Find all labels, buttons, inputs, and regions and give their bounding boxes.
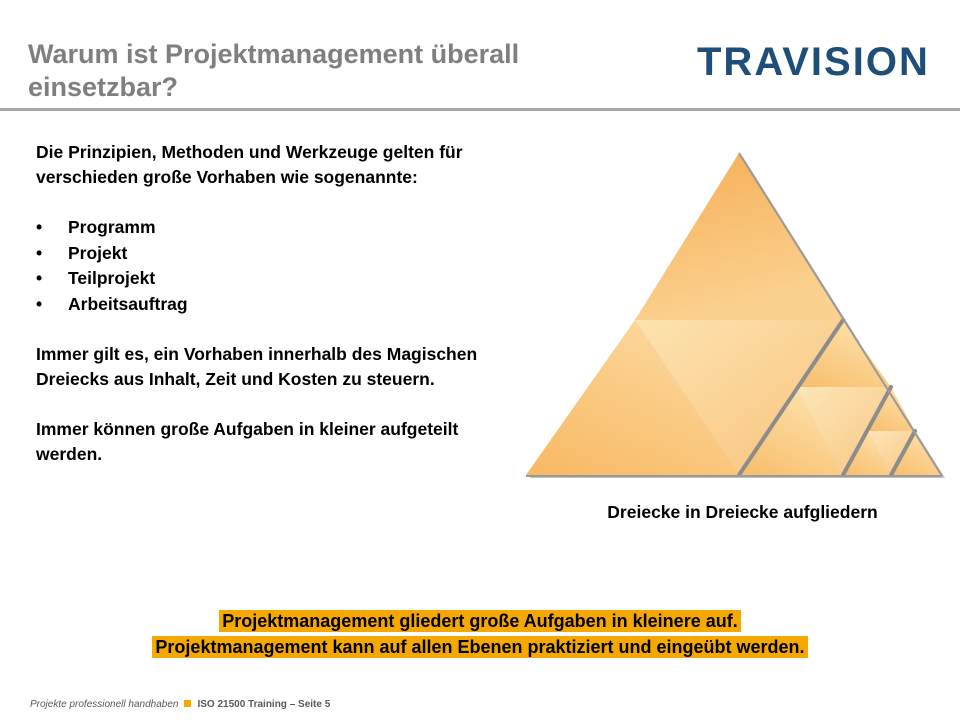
triangle-top [635,153,843,320]
bullet-dot: • [36,217,43,237]
body-text [36,140,506,467]
footer-course-title: Projekte professionell handhaben [30,699,179,710]
conclusion-line-1: Projektmanagement gliedert große Aufgaben in kleinere auf. [219,610,740,632]
magic-triangle-text: Immer gilt es, ein Vorhaben innerhalb des Magischen Dreiecks aus Inhalt, Zeit und Kosten zu steuern. [36,344,478,389]
slide-title-line-2: einsetzbar? [28,72,179,102]
conclusion-line-2: Projektmanagement kann auf allen Ebenen praktiziert und eingeübt werden. [152,636,807,658]
footer-square-icon [184,700,191,707]
bullet-label: Teilprojekt [68,268,156,288]
bullet-item-teilprojekt [36,266,506,292]
bullet-label: Projekt [68,242,128,263]
intro-text: Die Prinzipien, Methoden und Werkzeuge gelten für verschieden große Vorhaben wie sogenannte: [36,142,463,187]
bullet-dot: • [36,268,43,288]
diagram-caption: Dreiecke in Dreiecke aufgliedern [607,502,878,522]
bullet-item-projekt [36,241,506,267]
bullet-label: Arbeitsauftrag [68,293,188,314]
header-divider [0,108,960,111]
bullet-dot: • [36,242,43,263]
bullet-label: Programm [68,217,156,237]
footer-page-info: ISO 21500 Training – Seite 5 [197,699,331,710]
footer [30,699,330,710]
bullet-item-arbeitsauftrag [36,292,506,318]
subdivide-text: Immer können große Aufgaben in kleiner aufgeteilt werden. [36,419,459,464]
conclusion-box [0,608,960,660]
travision-logo: TRAVISION [697,40,930,84]
bullet-item-programm [36,215,506,241]
bullet-dot: • [36,293,43,314]
nested-triangles-diagram [520,150,950,485]
slide-title-line-1: Warum ist Projektmanagement überall [28,39,520,69]
bullet-list [36,215,506,317]
slide-title [28,38,588,104]
